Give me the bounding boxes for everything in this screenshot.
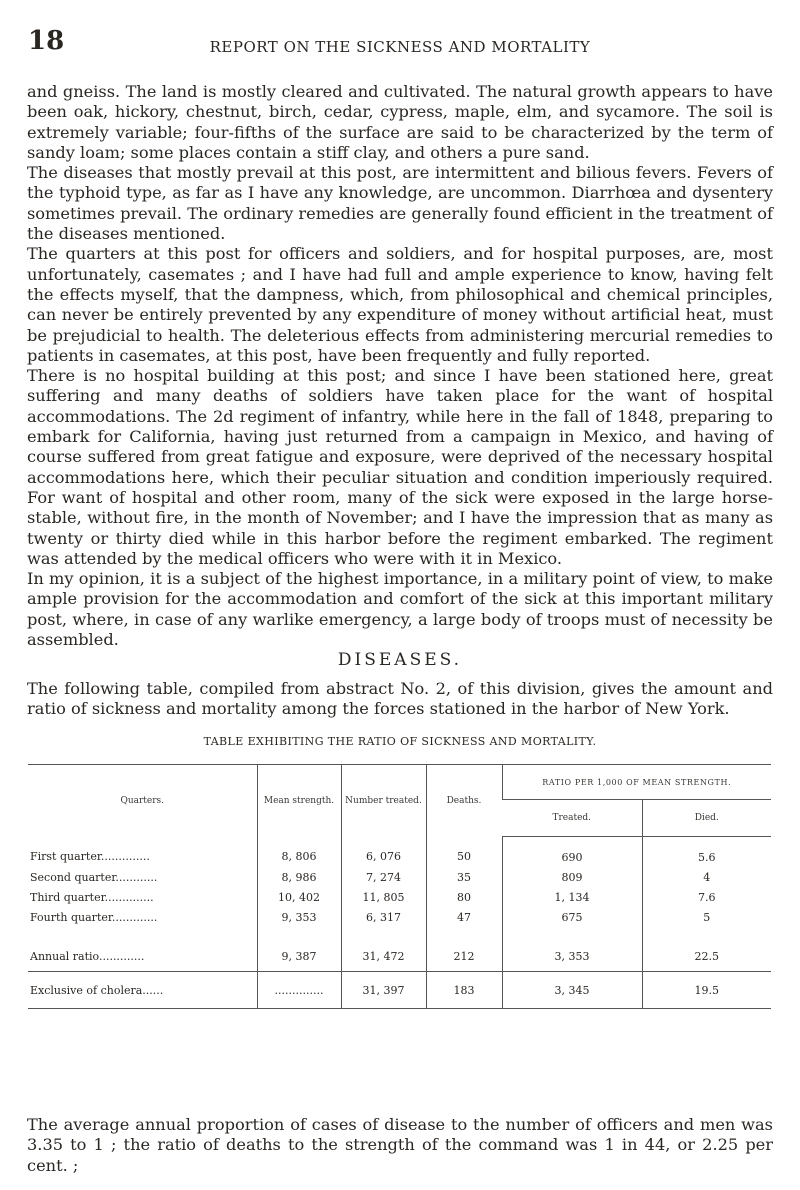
treated-ratio-cell: 1, 134 — [502, 887, 642, 907]
died-ratio-cell: 5 — [642, 907, 771, 927]
mean-strength-cell: 10, 402 — [257, 887, 341, 907]
treated-ratio-cell: 690 — [502, 837, 642, 868]
table-row — [28, 887, 771, 907]
header-ratio: RATIO PER 1,000 OF MEAN STRENGTH. — [502, 765, 771, 800]
paragraph: In my opinion, it is a subject of the highest importance, in a military point of view, to make ample provision for the accommodation and comfort of the sick at this important military post, where, in case of any warlike emergency, a large body of troops must of necessity be assembled. — [27, 569, 773, 650]
died-ratio-cell: 4 — [642, 867, 771, 887]
intro-text — [27, 679, 773, 720]
mean-strength-cell: 8, 986 — [257, 867, 341, 887]
died-ratio-cell: 7.6 — [642, 887, 771, 907]
annual-ratio-label: Annual ratio............. — [28, 941, 257, 972]
header-quarters: Quarters. — [28, 765, 257, 837]
deaths-cell: 80 — [426, 887, 502, 907]
quarter-label: Second quarter............ — [30, 870, 158, 884]
table-row — [28, 907, 771, 927]
spacer-row — [28, 927, 771, 941]
ratio-table — [28, 764, 771, 1009]
died-ratio-cell: 5.6 — [642, 837, 771, 868]
quarter-label: First quarter.............. — [30, 850, 150, 864]
exclusive-of-cholera-row — [28, 972, 771, 1009]
deaths-cell: 50 — [426, 837, 502, 868]
deaths-cell: 47 — [426, 907, 502, 927]
mean-strength-cell: 9, 387 — [257, 941, 341, 972]
annual-ratio-row — [28, 941, 771, 972]
table-row — [28, 837, 771, 868]
number-treated-cell: 6, 317 — [341, 907, 426, 927]
number-treated-cell: 31, 397 — [341, 972, 426, 1009]
number-treated-cell: 7, 274 — [341, 867, 426, 887]
header-deaths: Deaths. — [426, 765, 502, 837]
table-caption: TABLE EXHIBITING THE RATIO OF SICKNESS AND MORTALITY. — [203, 735, 597, 748]
number-treated-cell: 6, 076 — [341, 837, 426, 868]
table-row — [28, 867, 771, 887]
paragraph: The quarters at this post for officers and soldiers, and for hospital purposes, are, most unfortunately, casemates ; and I have had full and ample experience to know, having felt the effects myself, that the dampness, which, from philosophical and chemical principles, can never be entirely prevented by any expenditure of money without artificial heat, must be prejudicial to health. The deleterious effects from administering mercurial remedies to patients in casemates, at this post, have been frequently and fully reported. — [27, 244, 773, 365]
mean-strength-cell: 9, 353 — [257, 907, 341, 927]
number-treated-cell: 31, 472 — [341, 941, 426, 972]
died-ratio-cell: 22.5 — [642, 941, 771, 972]
paragraph: The following table, compiled from abstract No. 2, of this division, gives the amount and ratio of sickness and mortality among the forces stationed in the harbor of New York. — [27, 679, 773, 719]
mean-strength-cell: .............. — [257, 972, 341, 1009]
paragraph: There is no hospital building at this post; and since I have been stationed here, great suffering and many deaths of soldiers have taken place for the want of hospital accommodations. The 2d regiment of infantry, while here in the fall of 1848, preparing to embark for California, having just returned from a campaign in Mexico, and having of course suffered from great fatigue and exposure, were deprived of the necessary hospital accommodations here, which their peculiar situation and condition imperiously required. For want of hospital and other room, many of the sick were exposed in the large horse-stable, without fire, in the month of November; and I have the impression that as many as twenty or thirty died while in this harbor before the regiment embarked. The regiment was attended by the medical officers who were with it in Mexico. — [27, 366, 773, 568]
deaths-cell: 183 — [426, 972, 502, 1009]
exclusive-label: Exclusive of cholera...... — [28, 972, 257, 1009]
body-text — [27, 82, 773, 650]
conclusion-text — [27, 1115, 773, 1176]
header-died: Died. — [642, 800, 771, 837]
treated-ratio-cell: 809 — [502, 867, 642, 887]
died-ratio-cell: 19.5 — [642, 972, 771, 1009]
header-mean-strength: Mean strength. — [257, 765, 341, 837]
number-treated-cell: 11, 805 — [341, 887, 426, 907]
quarter-label: Fourth quarter............. — [30, 910, 158, 924]
paragraph: The diseases that mostly prevail at this post, are intermittent and bilious fevers. Fevers of the typhoid type, as far as I have any knowledge, are uncommon. Diarrhœa and dysentery sometimes prevail. The ordinary remedies are generally found efficient in the treatment of the diseases mentioned. — [27, 163, 773, 244]
quarter-label: Third quarter.............. — [30, 890, 154, 904]
deaths-cell: 212 — [426, 941, 502, 972]
paragraph: The average annual proportion of cases of disease to the number of officers and men was 3.35 to 1 ; the ratio of deaths to the strength of the command was 1 in 44, or 2.25 per cent. ; — [27, 1115, 773, 1175]
treated-ratio-cell: 3, 345 — [502, 972, 642, 1009]
running-title: REPORT ON THE SICKNESS AND MORTALITY — [209, 38, 591, 56]
page-number: 18 — [28, 26, 65, 56]
header-treated: Treated. — [502, 800, 642, 837]
treated-ratio-cell: 675 — [502, 907, 642, 927]
section-title: DISEASES. — [337, 650, 463, 670]
mean-strength-cell: 8, 806 — [257, 837, 341, 868]
header-number-treated: Number treated. — [341, 765, 426, 837]
treated-ratio-cell: 3, 353 — [502, 941, 642, 972]
paragraph: and gneiss. The land is mostly cleared and cultivated. The natural growth appears to have been oak, hickory, chestnut, birch, cedar, cypress, maple, elm, and sycamore. The soil is extremely variable; four-fifths of the surface are said to be characterized by the term of sandy loam; some places contain a stiff clay, and others a pure sand. — [27, 82, 773, 162]
deaths-cell: 35 — [426, 867, 502, 887]
